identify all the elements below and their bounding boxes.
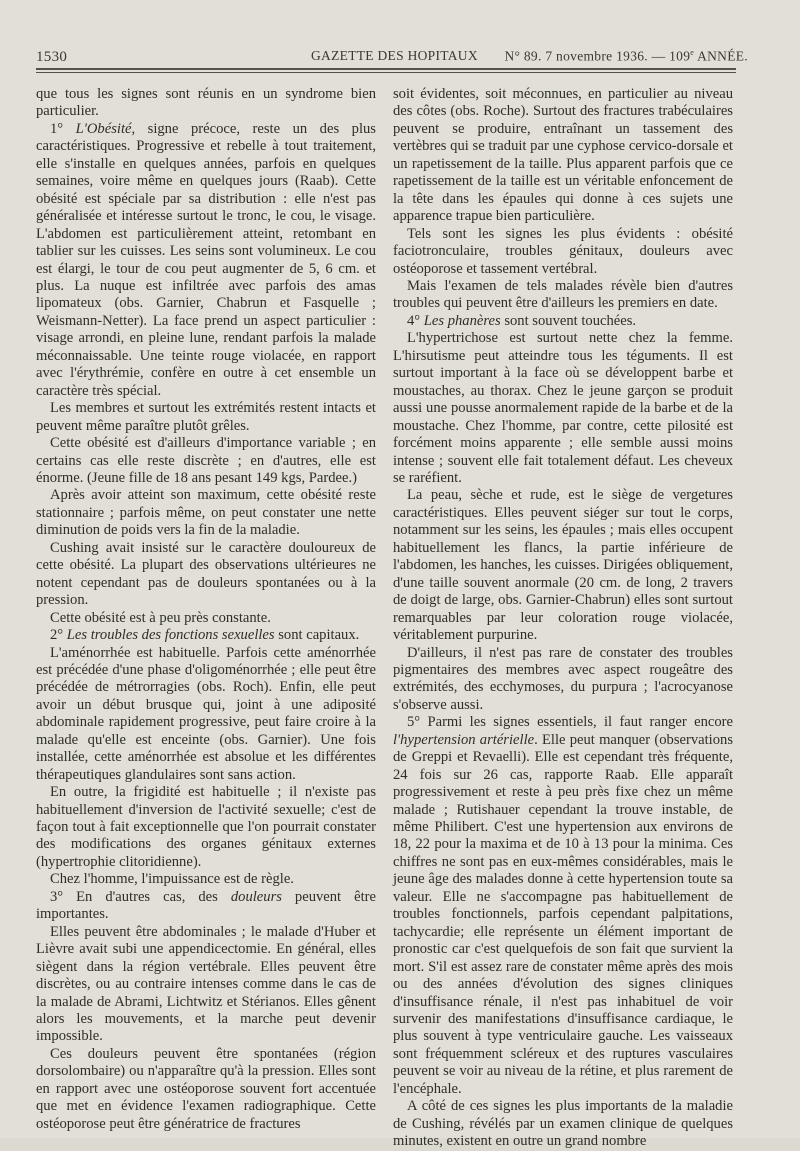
paragraph bbox=[36, 86, 376, 121]
text-run: D'ailleurs, il n'est pas rare de constater des troubles pigmentaires des membres avec aspect rougeâtre des extrémités, des ecchymoses, du purpura ; l'acrocyanose s'observe aussi. bbox=[393, 644, 733, 713]
paragraph bbox=[393, 86, 733, 226]
issue-date-main: N° 89. 7 novembre 1936. — 109 bbox=[504, 48, 691, 64]
italic-text: douleurs bbox=[230, 888, 282, 905]
paragraph bbox=[36, 1046, 376, 1133]
issue-date-suffix: ANNÉE. bbox=[694, 48, 748, 64]
text-run: Après avoir atteint son maximum, cette obésité reste stationnaire ; parfois même, on peut constater une nette diminution de poids vers la fin de la maladie. bbox=[36, 487, 376, 539]
text-run: L'hypertrichose est surtout nette chez la femme. L'hirsutisme peut atteindre tous les téguments. Il est surtout important à la face où se développent barbe et moustaches, au thorax. Chez le jeune garçon se produit aussi une pousse anormalement rapide de la barbe et de la moustache. Chez l'homme, par contre, cette pilosité est forcément moins apparente ; elle semble aussi moins intense ; souvent elle fait totalement défaut. Les cheveux se raréfient. bbox=[393, 330, 733, 486]
text-run: La peau, sèche et rude, est le siège de vergetures caractéristiques. Elles peuvent siéger sur tout le corps, notamment sur les seins, les épaules ; mais elles occupent habituellement les flancs, la partie inférieure de l'abdomen, les hanches, les cuisses. Dirigées obliquement, d'une taille souvent anormale (20 cm. de long, 2 travers de doigt de large, obs. Garnier-Chabrun) elles sont surtout remarquables par leur coloration rouge violacée, véritablement purpurine. bbox=[393, 487, 733, 644]
text-run: Chez l'homme, l'impuissance est de règle. bbox=[50, 871, 294, 888]
paragraph bbox=[393, 226, 733, 278]
running-header bbox=[36, 46, 748, 68]
italic-text: Les phanères bbox=[423, 312, 501, 329]
text-run: peuvent être importantes. bbox=[36, 888, 376, 923]
text-run: 1° bbox=[50, 120, 76, 137]
right-column bbox=[393, 86, 733, 1151]
page-number: 1530 bbox=[36, 49, 68, 65]
text-run: 5° Parmi les signes essentiels, il faut ranger encore bbox=[407, 714, 733, 731]
issue-date bbox=[504, 48, 748, 65]
text-run: Cushing avait insisté sur le caractère douloureux de cette obésité. La plupart des observations ultérieures ne notent cependant pas de douleurs spontanées ou à la pression. bbox=[36, 539, 376, 609]
text-run: 3° En d'autres cas, des bbox=[50, 888, 231, 905]
left-column bbox=[36, 86, 376, 1133]
text-run: Mais l'examen de tels malades révèle bien d'autres troubles qui peuvent être d'ailleurs les premiers en date. bbox=[393, 277, 733, 312]
text-run: Tels sont les signes les plus évidents : obésité faciotronculaire, troubles génitaux, douleurs avec ostéoporose et tassement vertébral. bbox=[393, 225, 733, 277]
text-run: L'aménorrhée est habituelle. Parfois cette aménorrhée est précédée d'une phase d'oligoménorrhée ; elle peut être précédée de métrorragies (obs. Roch). Enfin, elle peut avoir un début brusque qui, joint à une adiposité abdominale rapidement progressive, peut faire croire à la malade qu'elle est enceinte (obs. Garnier). Une fois installée, cette aménorrhée est absolue et les différentes thérapeutiques glandulaires sont sans action. bbox=[36, 644, 376, 783]
text-run: 4° bbox=[407, 312, 424, 329]
paragraph bbox=[36, 889, 376, 924]
text-run: , signe précoce, reste un des plus caractéristiques. Progressive et rebelle à tout traitement, elle s'installe en quelques années, parfois en quelques semaines, voire même en quelques jours (Raab). Cette obésité est spéciale par sa distribution : elle n'est pas généralisée et intéresse surtout le tronc, le cou, le visage. L'abdomen est particulièrement atteint, retombant en tablier sur les cuisses. Les seins sont volumineux. Le cou est élargi, le tour de cou peut augmenter de 5, 6 cm. et plus. La nuque est infiltrée avec parfois des amas lipomateux (obs. Garnier, Chabrun et Fasquelle ; Weismann-Netter). La face prend un aspect particulier : visage arrondi, en pleine lune, rendant parfois la malade méconnaissable. Une teinte rouge violacée, en rapport avec l'érythrémie, confère en outre à cet ensemble un caractère très spécial. bbox=[36, 120, 376, 399]
header-rule-top bbox=[36, 68, 736, 70]
journal-title: GAZETTE DES HOPITAUX bbox=[311, 48, 478, 63]
text-run: sont souvent touchées. bbox=[500, 312, 637, 329]
text-run: Cette obésité est à peu près constante. bbox=[50, 609, 271, 626]
paragraph bbox=[393, 278, 733, 313]
paragraph bbox=[36, 924, 376, 1046]
text-run: soit évidentes, soit méconnues, en particulier au niveau des côtes (obs. Roche). Surtout des fractures trabéculaires peuvent se produire, entraînant un tassement des vertèbres qui se traduit par une cyphose cervico-dorsale et un rapetissement de la taille. Plus apparent parfois que ce rapetissement de la taille est un véritable enfoncement de la tête dans les épaules qui donne à ces sujets une apparence trapue bien particulière. bbox=[393, 86, 733, 225]
paragraph bbox=[393, 645, 733, 715]
text-run: Elles peuvent être abdominales ; le malade d'Huber et Lièvre avait subi une appendicectomie. En général, elles siègent dans la région vertébrale. Elles peuvent être discrètes, ou au contraire intenses comme dans le cas de la malade de Abrami, Lichtwitz et Stérianos. Elles gênent alors les mouvements, et la marche peut devenir impossible. bbox=[36, 923, 376, 1045]
paragraph bbox=[36, 121, 376, 400]
text-run: A côté de ces signes les plus importants de la maladie de Cushing, révélés par un examen clinique de quelques minutes, existent en outre un grand nombre bbox=[393, 1098, 733, 1150]
paragraph bbox=[36, 610, 376, 627]
paragraph bbox=[36, 540, 376, 610]
text-run: Les membres et surtout les extrémités restent intacts et peuvent même paraître plutôt grêles. bbox=[36, 400, 376, 434]
text-run: . Elle peut manquer (observations de Greppi et Revaelli). Elle est cependant très fréquente, 24 fois sur 26 cas, rapporte Raab. Elle apparaît progressivement et reste à peu près fixe chez un même malade ; Rutishauer cependant la trouve instable, de même Philibert. C'est une hypertension aux environs de 18, 22 pour la maxima et de 10 à 13 pour la minima. Ces chiffres ne sont pas en eux-mêmes considérables, mais le jeune âge des malades donne à cette hypertension toute sa valeur. Elle ne s'accompagne pas habituellement de troubles fonctionnels, parfois cependant palpitations, tachycardie; elle représente un élément important de pronostic car c'est quelquefois de son fait que survient la mort. S'il est assez rare de constater même après des mois ou des années d'évolution des signes cliniques d'insuffisance rénale, il n'est pas inhabituel de voir survenir des manifestations d'insuffisance cardiaque, le plus souvent à type ventriculaire gauche. Les vaisseaux sont fréquemment scléreux et des ruptures vasculaires peuvent se voir au niveau de la rétine, et plus rarement de l'encéphale. bbox=[393, 731, 733, 1097]
paragraph bbox=[36, 487, 376, 539]
italic-text: Les troubles des fonctions sexuelles bbox=[66, 627, 275, 644]
text-run: sont capitaux. bbox=[274, 627, 360, 644]
paragraph bbox=[36, 435, 376, 487]
paragraph bbox=[393, 714, 733, 1098]
italic-text: L'Obésité bbox=[75, 120, 132, 137]
text-run: 2° bbox=[50, 627, 67, 644]
text-run: En outre, la frigidité est habituelle ; il n'existe pas habituellement d'inversion de l'activité sexuelle; c'est de façon tout à fait exceptionnelle que l'on pourrait constater des modifications des organes génitaux externes (hypertrophie clitoridienne). bbox=[36, 784, 376, 870]
issue-date-sup: e bbox=[690, 48, 695, 57]
paragraph bbox=[36, 627, 376, 644]
paragraph bbox=[393, 330, 733, 487]
italic-text: l'hypertension artérielle bbox=[393, 731, 535, 748]
text-run: que tous les signes sont réunis en un syndrome bien particulier. bbox=[36, 86, 376, 120]
paragraph bbox=[36, 645, 376, 785]
paragraph bbox=[393, 313, 733, 330]
paragraph bbox=[393, 487, 733, 644]
header-rule-bottom bbox=[36, 72, 736, 73]
paragraph bbox=[36, 400, 376, 435]
paragraph bbox=[36, 871, 376, 888]
paragraph bbox=[393, 1098, 733, 1150]
text-run: Ces douleurs peuvent être spontanées (région dorsolombaire) ou n'apparaître qu'à la pression. Elles sont en rapport avec une ostéoporose souvent fort accentuée que met en évidence l'examen radiographique. Cette ostéoporose peut être génératrice de fractures bbox=[36, 1045, 376, 1132]
text-run: Cette obésité est d'ailleurs d'importance variable ; en certains cas elle reste discrète ; en d'autres, elle est énorme. (Jeune fille de 18 ans pesant 149 kgs, Pardee.) bbox=[36, 435, 376, 486]
paragraph bbox=[36, 784, 376, 871]
